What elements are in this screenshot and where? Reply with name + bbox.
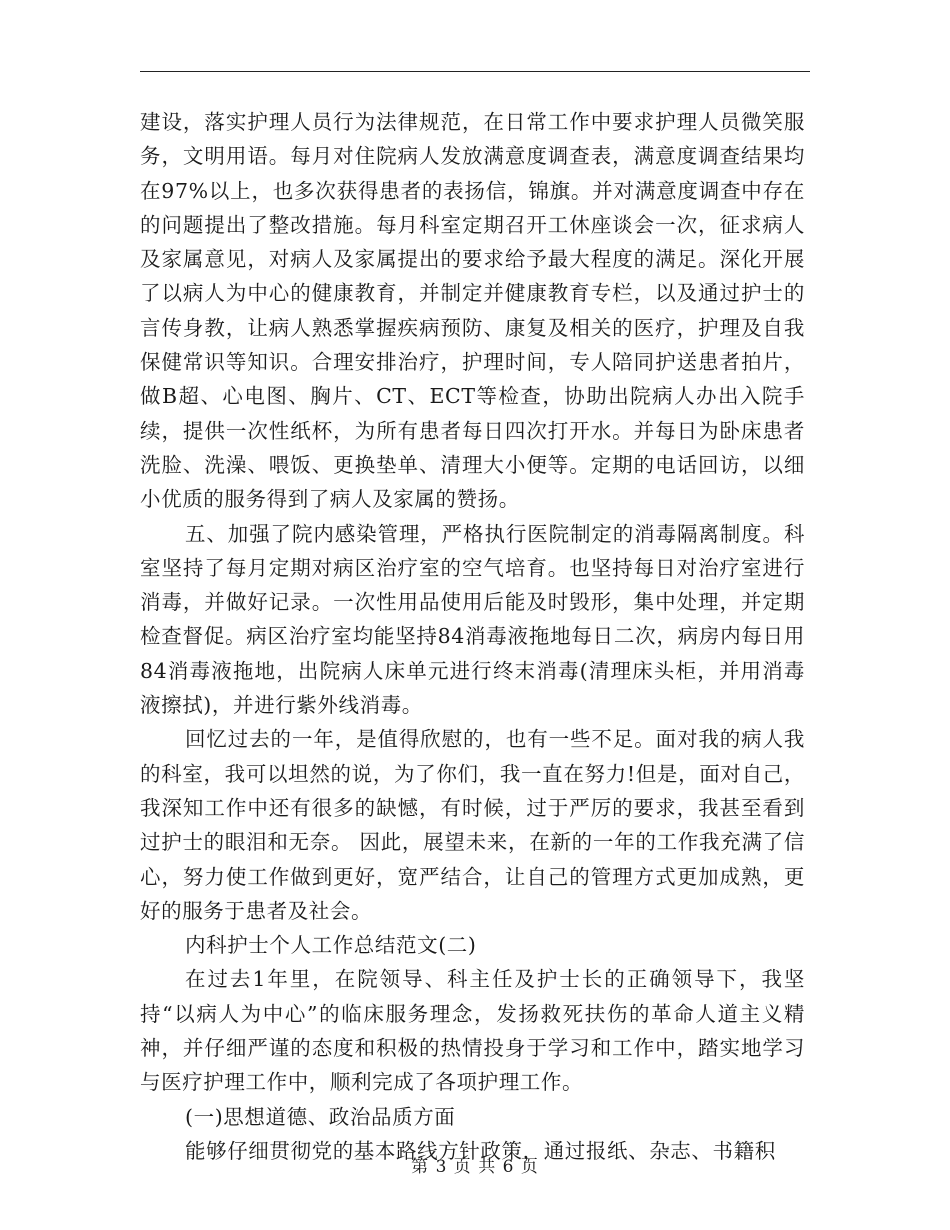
- page-number-footer: 第 3 页 共 6 页: [411, 1157, 539, 1177]
- section-title-sample-two: 内科护士个人工作总结范文(二): [185, 933, 477, 958]
- paragraph-year-review: 回忆过去的一年，是值得欣慰的，也有一些不足。面对我的病人我的科室，我可以坦然的说，为了你们，我一直在努力!但是，面对自己，我深知工作中还有很多的缺憾，有时候，过于严厉的要求，我甚至看到过护士的眼泪和无奈。 因此，展望未来，在新的一年的工作我充满了信心，努力使工作做到更好，宽严结合，让自己的管理方式更加成熟，更好的服务于患者及社会。: [140, 727, 805, 923]
- document-body: [140, 105, 805, 1168]
- paragraph-ideology-start: 能够仔细贯彻党的基本路线方针政策，通过报纸、杂志、书籍积: [185, 1138, 776, 1163]
- paragraph-infection-control: 五、加强了院内感染管理，严格执行医院制定的消毒隔离制度。科室坚持了每月定期对病区治疗室的空气培育。也坚持每日对治疗室进行消毒，并做好记录。一次性用品使用后能及时毁形，集中处理，并定期检查督促。病区治疗室均能坚持84消毒液拖地每日二次，病房内每日用84消毒液拖地，出院病人床单元进行终末消毒(清理床头柜，并用消毒液擦拭)，并进行紫外线消毒。: [140, 521, 805, 718]
- paragraph-year-summary: 在过去1年里，在院领导、科主任及护士长的正确领导下，我坚持“以病人为中心”的临床服务理念，发扬救死扶伤的革命人道主义精神，并仔细严谨的态度和积极的热情投身于学习和工作中，踏实地学习与医疗护理工作中，顺利完成了各项护理工作。: [140, 967, 805, 1095]
- subsection-heading-ideology: (一)思想道德、政治品质方面: [185, 1104, 456, 1129]
- paragraph-service-improvement: 建设，落实护理人员行为法律规范，在日常工作中要求护理人员微笑服务，文明用语。每月对住院病人发放满意度调查表，满意度调查结果均在97%以上，也多次获得患者的表扬信，锦旗。并对满意度调查中存在的问题提出了整改措施。每月科室定期召开工休座谈会一次，征求病人及家属意见，对病人及家属提出的要求给予最大程度的满足。深化开展了以病人为中心的健康教育，并制定并健康教育专栏，以及通过护士的言传身教，让病人熟悉掌握疾病预防、康复及相关的医疗，护理及自我保健常识等知识。合理安排治疗，护理时间，专人陪同护送患者拍片，做B超、心电图、胸片、CT、ECT等检查，协助出院病人办出入院手续，提供一次性纸杯，为所有患者每日四次打开水。并每日为卧床患者洗脸、洗澡、喂饭、更换垫单、清理大小便等。定期的电话回访，以细小优质的服务得到了病人及家属的赞扬。: [140, 110, 805, 512]
- header-rule: [140, 71, 810, 72]
